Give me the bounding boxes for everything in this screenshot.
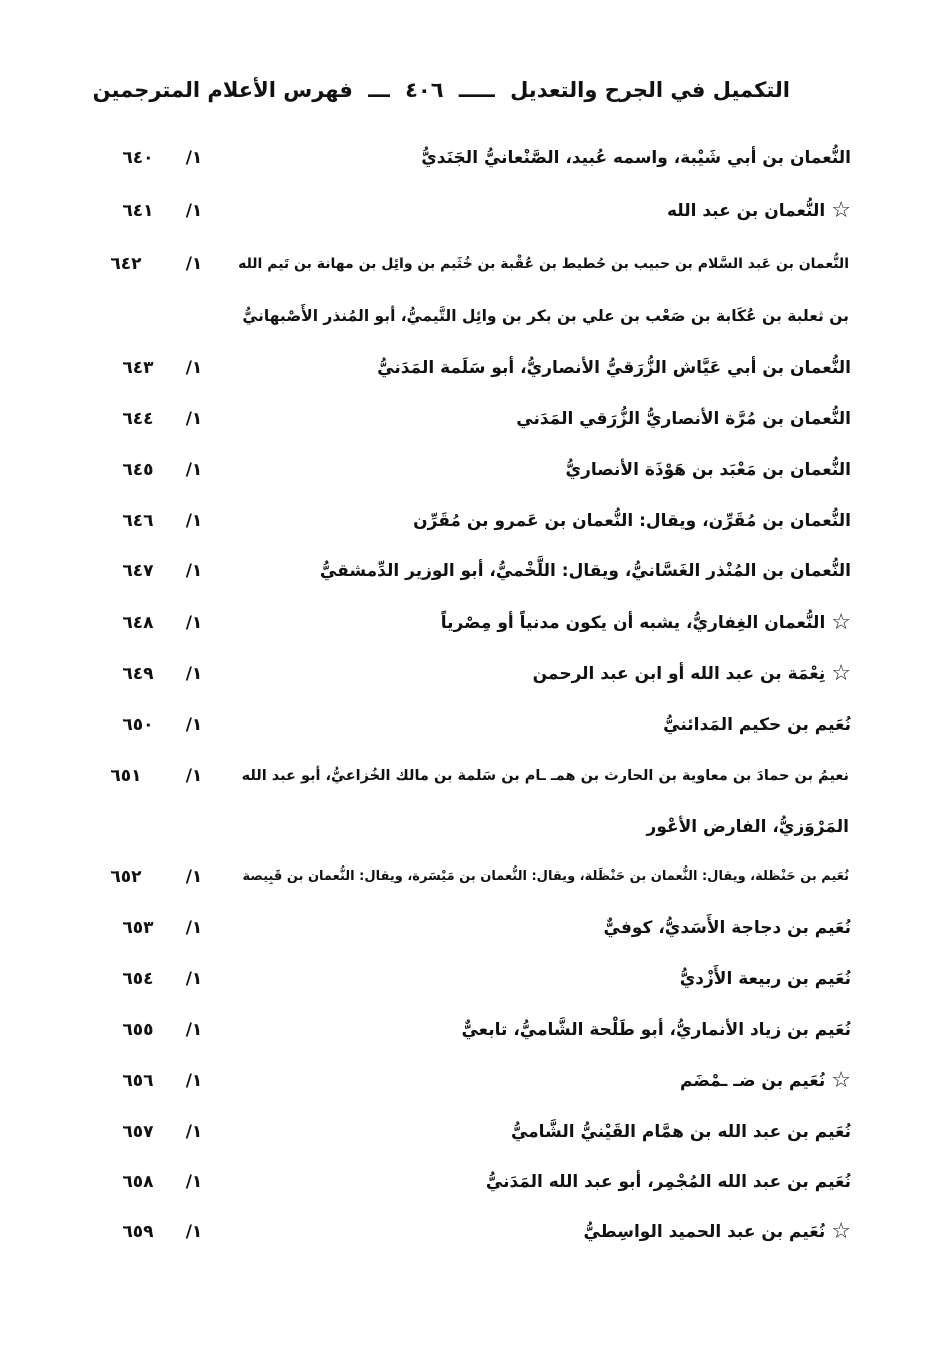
volume-ref: ١/ [185,1122,203,1142]
entry-name: نُعَيم بن حكيم المَدائنيُّ [663,715,851,735]
entry-name: النُّعمان بن مَعْبَد بن هَوْذَة الأنصاريُّ [565,460,851,480]
entry-text [583,1212,851,1252]
entry-number: ٦٤٨ [122,613,154,633]
index-entry [0,450,939,490]
index-entry [0,501,939,541]
index-entry [0,908,939,948]
entry-text [320,551,851,591]
index-entry [0,1061,939,1101]
header-dash: ـــ [368,78,390,102]
entry-text [663,705,851,745]
star-icon: ☆ [831,610,851,635]
index-entry [0,1212,939,1252]
index-entry [0,1112,939,1152]
entry-name: النُّعمان بن أبي عَيَّاش الزُّرَقيُّ الأنصاريُّ، أبو سَلَمة المَدَنيُّ [377,358,851,378]
entry-number: ٦٥٩ [122,1222,154,1242]
entry-number: ٦٥٤ [122,969,154,989]
entry-name: نُعَيم بن ربيعة الأَزْديُّ [679,969,851,989]
entry-name: النُّعمان بن مُقَرِّن، ويقال: النُّعمان بن عَمرو بن مُقَرِّن [413,511,851,531]
entry-number: ٦٤٠ [122,148,154,168]
volume-ref: ١/ [185,511,203,531]
header-dash: ـــــ [458,78,495,102]
entry-text [604,908,851,948]
index-entry [0,551,939,591]
volume-ref: ١/ [185,561,203,581]
index-entry-continuation [0,296,939,336]
volume-ref: ١/ [185,1071,203,1091]
volume-ref: ١/ [185,254,203,274]
page-number: ٤٠٦ [405,78,444,102]
entry-name: نُعَيم بن عبد الحميد الواسِطيُّ [583,1222,826,1242]
entry-name: النُّعمان بن عَبد السَّلام بن حبيب بن حُطيط بن عُقْبة بن خُثَيم بن وائِل بن مهانة بن تَيم الله [238,256,849,272]
entry-text [516,399,851,439]
volume-ref: ١/ [185,969,203,989]
volume-ref: ١/ [185,715,203,735]
entry-number: ٦٤٣ [122,358,154,378]
star-icon: ☆ [831,1068,851,1093]
volume-ref: ١/ [185,409,203,429]
volume-ref: ١/ [185,918,203,938]
entry-name: نُعَيم بن ضـ ـمْضَم [680,1071,826,1091]
volume-ref: ١/ [185,766,203,786]
entry-text [647,807,849,847]
entry-number: ٦٥٦ [122,1071,154,1091]
index-entry [0,348,939,388]
entry-number: ٦٥٨ [122,1172,154,1192]
entry-number: ٦٥٣ [122,918,154,938]
entry-number: ٦٥٥ [122,1020,154,1040]
entry-number: ٦٤٦ [122,511,154,531]
entry-text [238,244,849,284]
entry-name: نُعَيم بن عبد الله المُجْمِر، أبو عبد الله المَدَنيُّ [485,1172,851,1192]
entry-number: ٦٥١ [110,766,142,786]
section-title: فهرس الأعلام المترجمين [92,78,353,102]
entry-text [486,1162,851,1202]
entry-name: النُّعمان بن مُرَّة الأنصاريُّ الزُّرَقي المَدَني [516,409,851,429]
entry-text [533,654,851,694]
index-entry-continuation [0,807,939,847]
entry-number: ٦٤٢ [110,254,142,274]
running-header [92,78,790,118]
entry-text [511,1112,851,1152]
index-entry [0,959,939,999]
entry-text [680,959,851,999]
entry-text [461,1010,851,1050]
entry-number: ٦٤٤ [122,409,154,429]
entry-text [441,603,851,643]
entry-text [680,1061,851,1101]
index-entry [0,654,939,694]
entry-text [242,756,849,796]
entry-name: نُعَيم بن دجاجة الأَسَديُّ، كوفيٌّ [603,918,851,938]
entry-name: نُعَيم بن حَنْظلة، ويقال: النُّعمان بن حَنْظَلة، ويقال: النُّعمان بن مَيْسَرة، ويقال: النُّعمان بن قَبِيصة [242,869,849,884]
entry-text [242,296,849,336]
volume-ref: ١/ [185,867,203,887]
index-entry [0,705,939,745]
entry-text [667,191,851,231]
entry-number: ٦٤٧ [122,561,154,581]
entry-text [421,138,851,178]
entry-text [377,348,851,388]
volume-ref: ١/ [185,1020,203,1040]
star-icon: ☆ [831,198,851,223]
volume-ref: ١/ [185,148,203,168]
entry-name: المَرْوَزيُّ، الفارض الأعْور [646,817,849,837]
entry-name: بن ثعلبة بن عُكَابة بن صَعْب بن علي بن بكر بن وائِل التَّيميُّ، أبو المُنذر الأَصْبهانيُّ [242,307,849,325]
volume-ref: ١/ [185,1172,203,1192]
entry-name: النُّعمان بن المُنْذر الغَسَّانيُّ، ويقال: اللَّخْميُّ، أبو الوزير الدِّمشقيُّ [319,561,851,581]
volume-ref: ١/ [185,1222,203,1242]
entry-number: ٦٥٧ [122,1122,154,1142]
volume-ref: ١/ [185,358,203,378]
index-entry [0,1162,939,1202]
entry-text [243,857,850,897]
entry-name: النُّعمان الغِفاريُّ، يشبه أن يكون مدنياً أو مِصْرياً [440,613,826,633]
entry-name: النُّعمان بن أبي شَيْبة، واسمه عُبيد، الصَّنْعانيُّ الجَنَديُّ [421,148,851,168]
entry-name: نُعَيم بن زياد الأنماريُّ، أبو طَلْحة الشَّاميُّ، تابعيٌّ [461,1020,851,1040]
entry-name: نعيمُ بن حمادَ بن معاوية بن الحارث بن همـ ـام بن سَلمة بن مالك الخُزاعيُّ، أبو عبد الله [241,768,849,784]
entry-number: ٦٥٢ [110,867,142,887]
index-entry [0,1010,939,1050]
book-title: التكميل في الجرح والتعديل [510,78,790,102]
entry-number: ٦٤٥ [122,460,154,480]
entry-name: نِعْمَة بن عبد الله أو ابن عبد الرحمن [532,664,826,684]
index-entry [0,857,939,897]
index-entry [0,244,939,284]
index-entry [0,399,939,439]
volume-ref: ١/ [185,664,203,684]
entry-number: ٦٤٩ [122,664,154,684]
star-icon: ☆ [831,661,851,686]
entry-text [413,501,851,541]
index-entry [0,191,939,231]
volume-ref: ١/ [185,460,203,480]
entry-name: النُّعمان بن عبد الله [666,201,826,221]
entry-number: ٦٥٠ [122,715,154,735]
entry-name: نُعَيم بن عبد الله بن همَّام القَيْنيُّ الشَّاميُّ [510,1122,851,1142]
star-icon: ☆ [831,1219,851,1244]
entry-text [566,450,851,490]
index-entry [0,603,939,643]
volume-ref: ١/ [185,613,203,633]
volume-ref: ١/ [185,201,203,221]
entry-number: ٦٤١ [122,201,154,221]
index-entry [0,138,939,178]
index-entry [0,756,939,796]
